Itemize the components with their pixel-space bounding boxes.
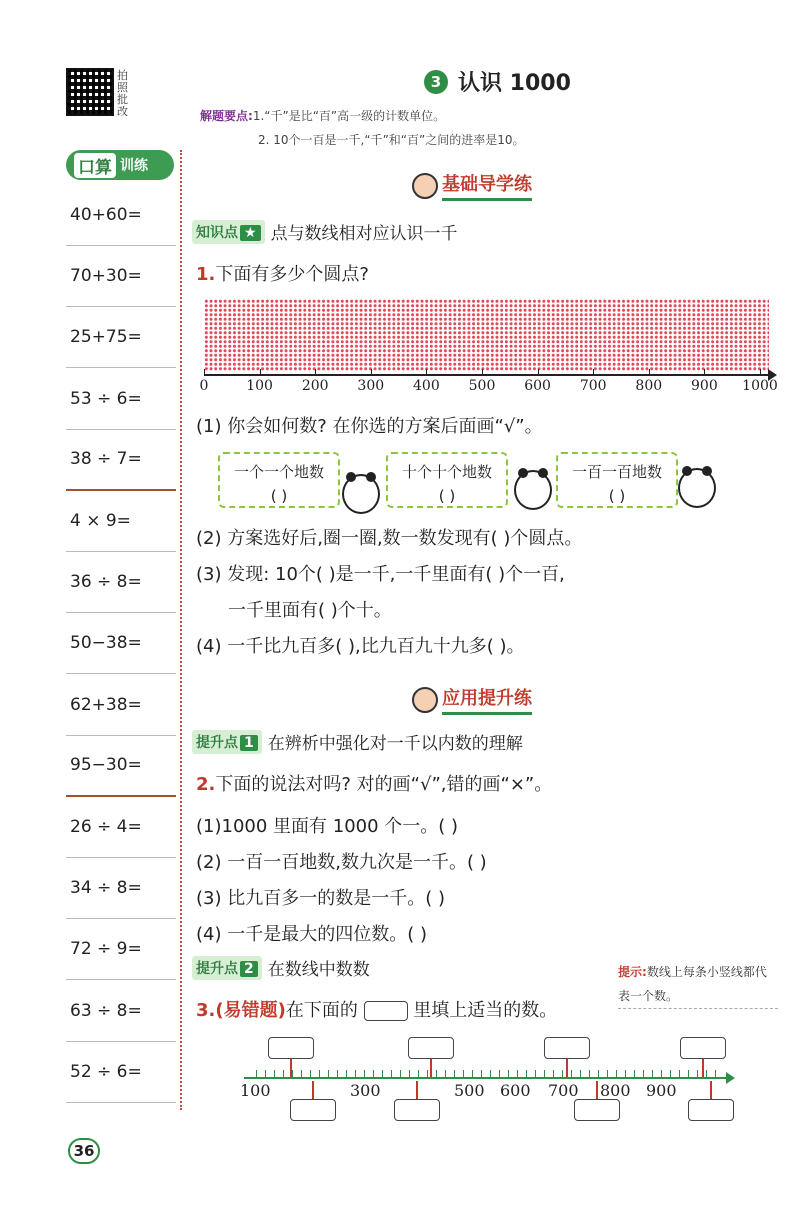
- axis-tick: [593, 369, 594, 375]
- statement-3: (3) 比九百多一的数是一千。( ): [196, 888, 445, 909]
- question-text: 下面有多少个圆点?: [215, 264, 369, 285]
- oral-item: 72 ÷ 9=: [66, 919, 176, 980]
- number-line-label: 700: [548, 1081, 579, 1100]
- number-line-tick: [400, 1070, 401, 1078]
- number-line-tick: [337, 1070, 338, 1078]
- sub-question-4: (4) 一千比九百多( ),比九百九十九多( )。: [196, 636, 525, 657]
- method-option-2[interactable]: [386, 452, 508, 508]
- banner-text: 基础导学练: [442, 170, 532, 201]
- axis-tick-label: 600: [524, 378, 551, 394]
- number-line-tick: [688, 1070, 689, 1078]
- axis-tick: [426, 369, 427, 375]
- number-line-label: 100: [240, 1081, 271, 1100]
- pointer-arrow-icon: [710, 1081, 712, 1099]
- axis-tick-label: 300: [357, 378, 385, 394]
- number-line-label: 500: [454, 1081, 485, 1100]
- axis-tick: [649, 369, 650, 375]
- method-label: 一个一个地数: [233, 463, 324, 481]
- number-line-tick: [346, 1070, 347, 1078]
- number-line-tick: [607, 1070, 608, 1078]
- number-line-tick: [472, 1070, 473, 1078]
- answer-box-top[interactable]: [544, 1037, 590, 1059]
- axis-tick: [204, 369, 205, 375]
- oral-item: 52 ÷ 6=: [66, 1042, 176, 1103]
- oral-item: 38 ÷ 7=: [66, 430, 176, 491]
- inline-blank-box: [364, 1001, 408, 1021]
- answer-paren[interactable]: ( ): [608, 487, 626, 505]
- oral-item: 50−38=: [66, 613, 176, 674]
- improve-tag: [192, 956, 262, 980]
- oral-item: 36 ÷ 8=: [66, 552, 176, 613]
- banner-text: 应用提升练: [442, 684, 532, 715]
- number-line-tick: [706, 1070, 707, 1078]
- pointer-arrow-icon: [290, 1059, 292, 1077]
- improve-tagline-2: [192, 955, 370, 980]
- page-number: 36: [68, 1138, 100, 1164]
- number-line-tick: [283, 1070, 284, 1078]
- oral-item: 70+30=: [66, 246, 176, 307]
- number-line-tick: [697, 1070, 698, 1078]
- number-line-tick: [616, 1070, 617, 1078]
- improve-text: 在数线中数数: [267, 960, 370, 980]
- number-line-tick: [517, 1070, 518, 1078]
- knowledge-tag: [192, 220, 265, 244]
- axis-tick-label: 200: [301, 378, 329, 394]
- number-line-tick: [427, 1070, 428, 1078]
- pointer-arrow-icon: [430, 1059, 432, 1077]
- number-line-tick: [490, 1070, 491, 1078]
- axis-tick-label: 100: [246, 378, 273, 394]
- answer-box-bottom[interactable]: [688, 1099, 734, 1121]
- oral-item: 34 ÷ 8=: [66, 858, 176, 919]
- knowledge-tagline: [192, 219, 458, 244]
- question-number: 3.: [196, 1000, 216, 1021]
- axis-tick-label: 800: [635, 378, 663, 394]
- number-line: [244, 1077, 728, 1079]
- lesson-number: 3: [424, 70, 448, 94]
- oral-item: 62+38=: [66, 675, 176, 736]
- question-2: [196, 770, 552, 796]
- keypoint-2: 2. 10个一百是一千,“千”和“百”之间的进率是10。: [258, 133, 525, 147]
- method-label: 十个十个地数: [401, 463, 492, 481]
- axis-tick-label: 700: [579, 378, 607, 394]
- improve-text: 在辨析中强化对一千以内数的理解: [267, 734, 523, 754]
- pointer-arrow-icon: [312, 1081, 314, 1099]
- number-line-tick: [382, 1070, 383, 1078]
- number-line-tick: [598, 1070, 599, 1078]
- number-line-tick: [670, 1070, 671, 1078]
- number-line-tick: [634, 1070, 635, 1078]
- pointer-arrow-icon: [596, 1081, 598, 1099]
- number-line-label: 300: [350, 1081, 381, 1100]
- sidebar-divider: [180, 150, 182, 1110]
- improve-tagline-1: [192, 729, 523, 754]
- panda-icon: [514, 470, 552, 510]
- number-line-tick: [328, 1070, 329, 1078]
- keypoint-1: 1.“千”是比“百”高一级的计数单位。: [252, 109, 446, 123]
- section-banner-applied: [412, 684, 532, 715]
- qr-code: [66, 68, 114, 116]
- statement-4: (4) 一千是最大的四位数。( ): [196, 924, 427, 945]
- question-text: 下面的说法对吗? 对的画“√”,错的画“×”。: [215, 774, 553, 795]
- question-number: 2.: [196, 774, 216, 795]
- number-line-tick: [310, 1070, 311, 1078]
- sub-question-3b: 一千里面有( )个十。: [228, 600, 392, 621]
- number-line-tick: [535, 1070, 536, 1078]
- number-line-label: 900: [646, 1081, 677, 1100]
- number-line-tick: [499, 1070, 500, 1078]
- number-line-tick: [301, 1070, 302, 1078]
- sub-question-2: (2) 方案选好后,圈一圈,数一数发现有( )个圆点。: [196, 528, 583, 549]
- number-line-tick: [661, 1070, 662, 1078]
- page-title: [424, 66, 571, 97]
- number-line-label: 800: [600, 1081, 631, 1100]
- error-prone-flag: (易错题): [215, 1000, 286, 1021]
- answer-paren[interactable]: ( ): [270, 487, 288, 505]
- dot-grid: [204, 299, 769, 371]
- axis-tick-label: 400: [413, 378, 440, 394]
- number-line-tick: [256, 1070, 257, 1078]
- number-line-tick: [580, 1070, 581, 1078]
- oral-item: 25+75=: [66, 307, 176, 368]
- sub-question-3a: (3) 发现: 10个( )是一千,一千里面有( )个一百,: [196, 564, 565, 585]
- number-line-tick: [445, 1070, 446, 1078]
- hint-box: [618, 960, 778, 1009]
- statement-1: (1)1000 里面有 1000 个一。( ): [196, 816, 459, 837]
- qr-label: 拍照批改: [117, 69, 128, 118]
- answer-box-top[interactable]: [408, 1037, 454, 1059]
- method-option-1[interactable]: [218, 452, 340, 508]
- number-line-tick: [571, 1070, 572, 1078]
- number-line-tick: [589, 1070, 590, 1078]
- axis-tick: [760, 369, 761, 375]
- number-line-tick: [715, 1070, 716, 1078]
- number-line-label: 600: [500, 1081, 531, 1100]
- oral-item: 4 × 9=: [66, 491, 176, 552]
- oral-item: 53 ÷ 6=: [66, 369, 176, 430]
- answer-paren[interactable]: ( ): [438, 487, 456, 505]
- method-option-3[interactable]: [556, 452, 678, 508]
- pointer-arrow-icon: [566, 1059, 568, 1077]
- number-line-tick: [508, 1070, 509, 1078]
- tag-number: 1: [240, 735, 258, 751]
- axis-tick-label: 0: [199, 378, 209, 394]
- sub-question-1: (1) 你会如何数? 在你选的方案后面画“√”。: [196, 416, 543, 437]
- number-line-tick: [436, 1070, 437, 1078]
- number-line-tick: [463, 1070, 464, 1078]
- number-line-tick: [274, 1070, 275, 1078]
- hint-label: 提示:: [618, 965, 647, 979]
- axis-tick-label: 900: [691, 378, 718, 394]
- answer-box-bottom[interactable]: [394, 1099, 440, 1121]
- statement-2: (2) 一百一百地数,数九次是一千。( ): [196, 852, 487, 873]
- number-line-tick: [391, 1070, 392, 1078]
- number-line-tick: [481, 1070, 482, 1078]
- number-line-tick: [544, 1070, 545, 1078]
- keypoint-label: 解题要点:: [200, 109, 253, 123]
- improve-tag: [192, 730, 262, 754]
- question-number: 1.: [196, 264, 216, 285]
- number-line-tick: [625, 1070, 626, 1078]
- number-line-tick: [526, 1070, 527, 1078]
- question-text-a: 在下面的: [285, 1000, 358, 1021]
- axis-tick: [482, 369, 483, 375]
- number-line-tick: [364, 1070, 365, 1078]
- answer-box-bottom[interactable]: [290, 1099, 336, 1121]
- oral-item: 26 ÷ 4=: [66, 797, 176, 858]
- oral-item: 63 ÷ 8=: [66, 981, 176, 1042]
- number-line-tick: [319, 1070, 320, 1078]
- question-text-b: 里填上适当的数。: [413, 1000, 558, 1021]
- panda-icon: [678, 468, 716, 508]
- oral-badge-sub: 训练: [120, 158, 148, 174]
- tag-label: 提升点: [196, 734, 238, 751]
- axis-tick: [315, 369, 316, 375]
- number-line-tick: [553, 1070, 554, 1078]
- question-1: [196, 260, 369, 286]
- panda-icon: [342, 474, 380, 514]
- question-3: [196, 996, 557, 1022]
- axis-tick: [371, 369, 372, 375]
- number-line-tick: [652, 1070, 653, 1078]
- lesson-title: 认识 1000: [458, 71, 571, 96]
- number-line-tick: [292, 1070, 293, 1078]
- student-face-icon: [412, 173, 438, 199]
- number-line-tick: [409, 1070, 410, 1078]
- number-line-tick: [373, 1070, 374, 1078]
- oral-item: 40+60=: [66, 185, 176, 246]
- answer-box-top[interactable]: [268, 1037, 314, 1059]
- keypoint-block: [200, 104, 525, 152]
- pointer-arrow-icon: [416, 1081, 418, 1099]
- tag-number: 2: [240, 961, 258, 977]
- number-line-tick: [454, 1070, 455, 1078]
- axis-tick: [260, 369, 261, 375]
- star-icon: ★: [240, 225, 261, 241]
- number-line-arrow-icon: [726, 1072, 735, 1084]
- axis-tick: [704, 369, 705, 375]
- student-face-icon: [412, 687, 438, 713]
- axis-tick: [538, 369, 539, 375]
- number-line-tick: [355, 1070, 356, 1078]
- tag-label: 知识点: [196, 224, 238, 241]
- answer-box-bottom[interactable]: [574, 1099, 620, 1121]
- dot-axis: [204, 374, 769, 376]
- answer-box-top[interactable]: [680, 1037, 726, 1059]
- oral-item: 95−30=: [66, 736, 176, 797]
- number-line-tick: [562, 1070, 563, 1078]
- knowledge-text: 点与数线相对应认识一千: [270, 224, 458, 244]
- oral-practice-badge: [66, 150, 174, 180]
- method-label: 一百一百地数: [571, 463, 662, 481]
- number-line-tick: [418, 1070, 419, 1078]
- number-line-tick: [679, 1070, 680, 1078]
- hint-text: 数线上每条小竖线都代表一个数。: [618, 965, 767, 1003]
- oral-badge-main: 口算: [74, 153, 116, 178]
- tag-label: 提升点: [196, 960, 238, 977]
- pointer-arrow-icon: [702, 1059, 704, 1077]
- number-line-tick: [265, 1070, 266, 1078]
- axis-tick-label: 500: [468, 378, 496, 394]
- section-banner-basic: [412, 170, 532, 201]
- number-line-tick: [643, 1070, 644, 1078]
- axis-tick-label: 1000: [742, 378, 778, 394]
